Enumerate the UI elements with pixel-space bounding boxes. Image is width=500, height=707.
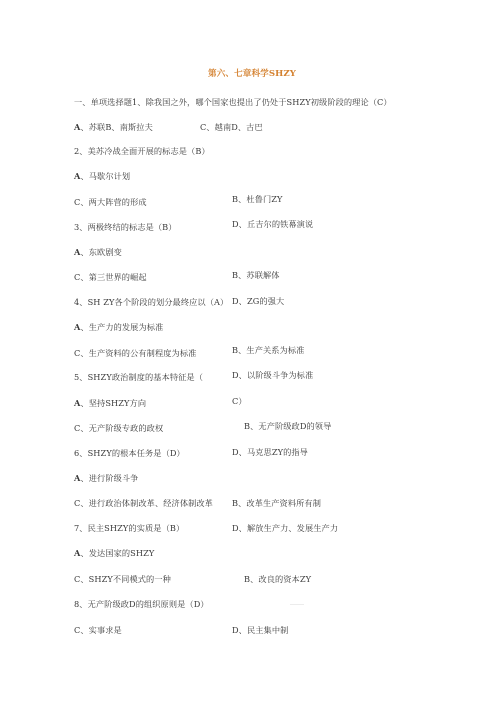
q5-answer: C） — [232, 396, 247, 406]
document-title: 第六、七章科学SHZY — [208, 69, 296, 79]
q4-option-d: D、以阶级斗争为标准 — [232, 370, 314, 380]
q4-option-c: C、生产资料的公有制程度为标准 — [74, 348, 197, 358]
q2-option-a: A、马歇尔计划 — [74, 171, 131, 181]
question-5: 5、SHZY政治制度的基本特征是（ — [74, 372, 204, 382]
faint-mark — [290, 604, 304, 605]
q6-option-b: B、改革生产资料所有制 — [232, 498, 321, 508]
q6-option-d: D、解放生产力、发展生产力 — [232, 523, 339, 533]
q7-option-a: A、发达国家的SHZY — [74, 548, 155, 558]
question-8: 8、无产阶级政D的组织原则是（D） — [74, 599, 209, 609]
q7-option-c: C、SHZY不同模式的一种 — [74, 574, 171, 584]
q5-option-b: B、无产阶级政D的领导 — [244, 421, 332, 431]
q2-option-c: C、两大阵营的形成 — [74, 197, 147, 207]
q1-options-cd: C、越南D、古巴 — [200, 122, 263, 132]
question-6: 6、SHZY的根本任务是（D） — [74, 448, 185, 458]
q6-option-a: A、进行阶级斗争 — [74, 473, 139, 483]
q3-option-c: C、第三世界的崛起 — [74, 272, 147, 282]
q2-option-d: D、丘吉尔的铁幕演说 — [232, 219, 314, 229]
q5-option-c: C、无产阶级专政的政权 — [74, 423, 164, 433]
question-2: 2、美苏冷战全面开展的标志是（B） — [74, 146, 210, 156]
question-1: 一、单项选择题1、除我国之外，哪个国家也提出了仍处于SHZY初级阶段的理论（C） — [74, 97, 392, 107]
q7-option-b: B、改良的资本ZY — [244, 574, 312, 584]
question-4: 4、SH ZY各个阶段的划分最终应以（A） — [74, 297, 229, 307]
q4-option-b: B、生产关系为标准 — [232, 345, 305, 355]
q5-option-a: A、坚持SHZY方向 — [74, 398, 147, 408]
q3-option-d: D、ZG的强大 — [232, 296, 285, 306]
q1-options-ab: A、苏联B、南斯拉夫 — [74, 122, 153, 132]
q5-option-d: D、马克思ZY的指导 — [232, 447, 308, 457]
q3-option-b: B、苏联解体 — [232, 270, 280, 280]
q6-option-c: C、进行政治体制改革、经济体制改革 — [74, 498, 213, 508]
question-3: 3、两极终结的标志是（B） — [74, 222, 177, 232]
q8-option-c: C、实事求是 — [74, 625, 122, 635]
q4-option-a: A、生产力的发展为标准 — [74, 322, 164, 332]
question-7: 7、民主SHZY的实质是（B） — [74, 523, 185, 533]
q8-option-d: D、民主集中制 — [232, 625, 289, 635]
q3-option-a: A、东欧剧变 — [74, 247, 122, 257]
q2-option-b: B、杜鲁门ZY — [232, 194, 283, 204]
